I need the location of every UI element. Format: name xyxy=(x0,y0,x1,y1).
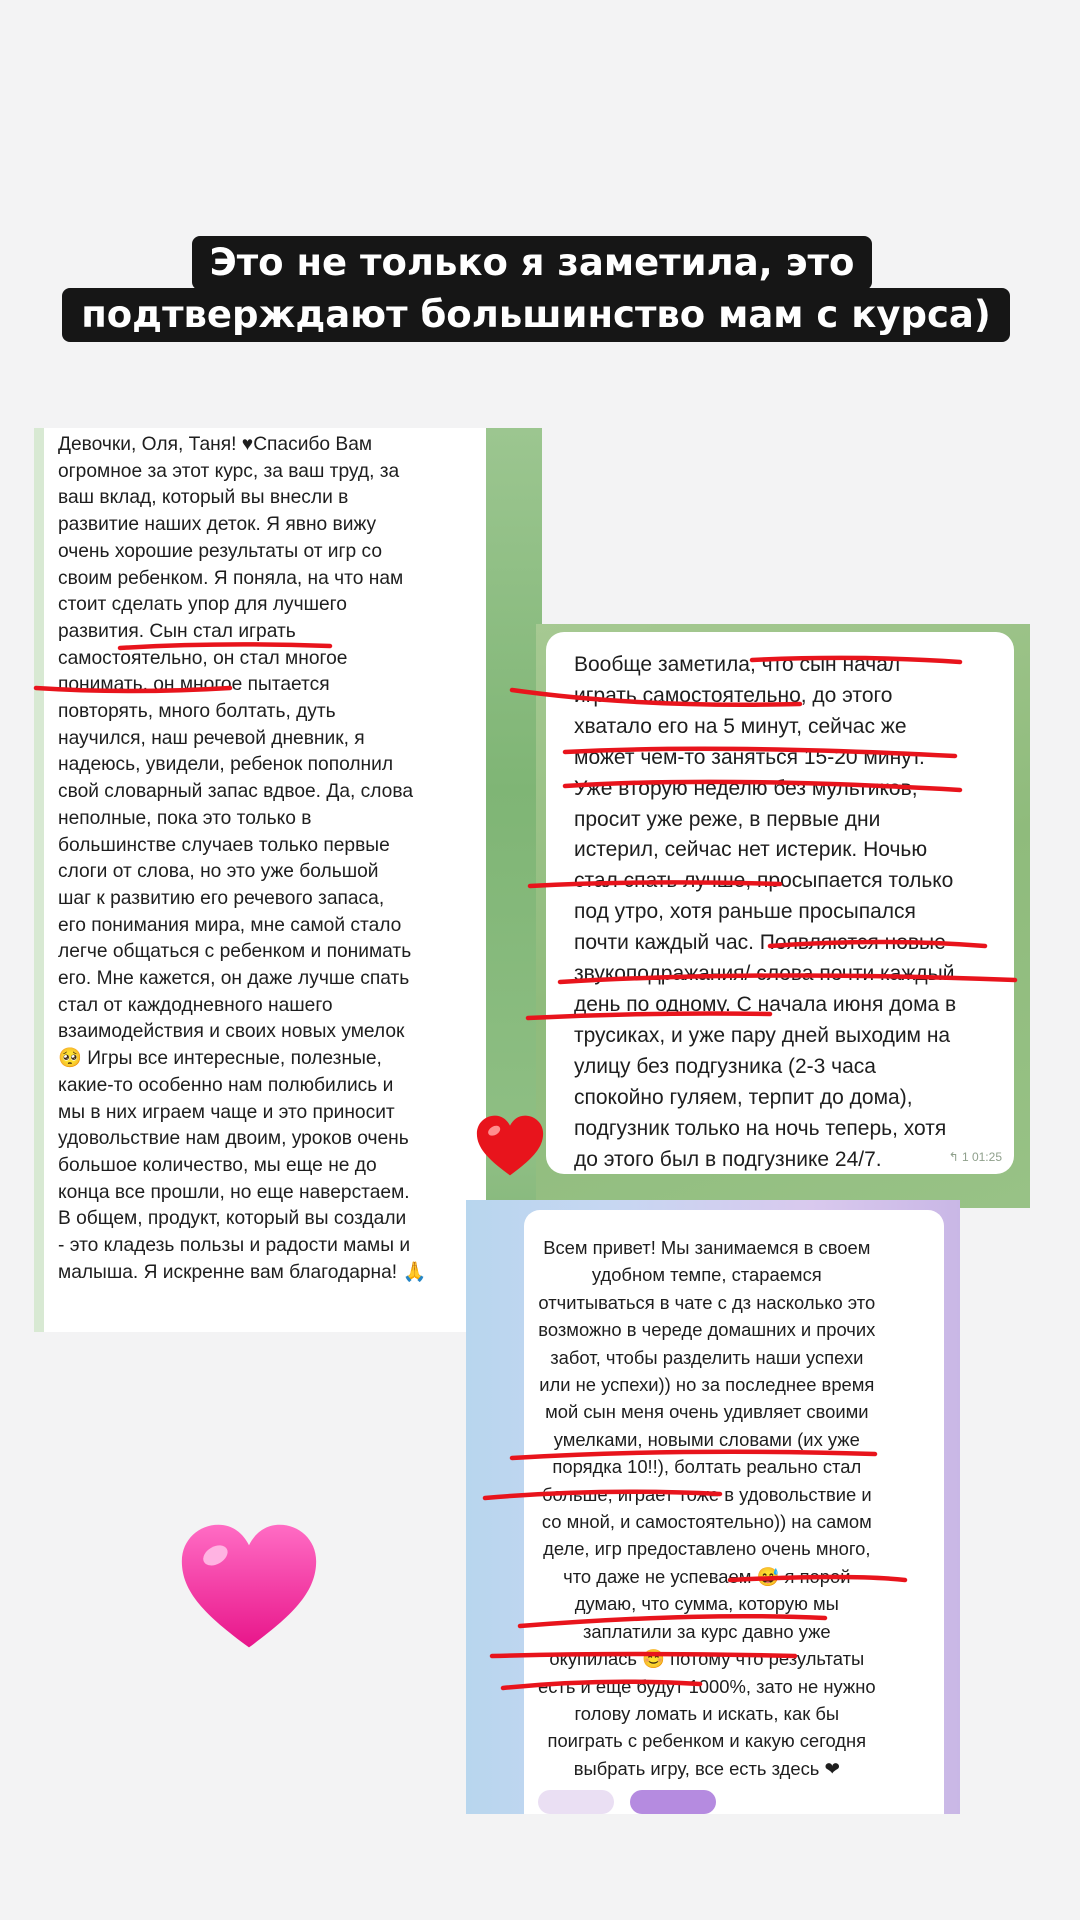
pink-heart-emoji xyxy=(176,1516,322,1662)
review-screenshot-2 xyxy=(536,624,1030,1208)
red-heart-emoji xyxy=(474,1112,546,1184)
reaction-fire xyxy=(630,1790,716,1814)
review-screenshot-3 xyxy=(466,1200,960,1814)
caption-line-1: Это не только я заметила, это xyxy=(192,236,872,290)
reaction-heart xyxy=(538,1790,614,1814)
message-reactions xyxy=(538,1790,728,1814)
chat-background-strip-left xyxy=(34,428,44,1332)
chat-background-strip xyxy=(486,428,542,1332)
caption-line-2: подтверждают большинство мам с курса) xyxy=(62,288,1010,342)
review-2-text: Вообще заметила, что сын начал играть самостоятельно, до этого хватало его на 5 минут, сейчас же может чем-то заняться 15-20 минут. Уже вторую неделю без мультиков, просит уже реже, в первые дни истерил, сейчас нет истерик. Ночью стал спать лучше, просыпается только под утро, хотя раньше просыпался почти каждый час. Появляются новые звукоподражания/ слова почти каждый день по одному. С начала июня дома в трусиках, и уже пару дней выходим на улицу без подгузника (2-3 часа спокойно гуляем, терпит до дома), подгузник только на ночь теперь, хотя до этого был в подгузнике 24/7. xyxy=(574,653,957,1171)
review-1-text: Девочки, Оля, Таня! ♥Спасибо Вам огромное за этот курс, за ваш труд, за ваш вклад, который вы внесли в развитие наших деток. Я явно вижу очень хорошие результаты от игр со своим ребенком. Я поняла, на что нам стоит сделать упор для лучшего развития. Сын стал играть самостоятельно, он стал многое понимать, он многое пытается повторять, много болтать, дуть научился, наш речевой дневник, я надеюсь, увидели, ребенок пополнил свой словарный запас вдвое. Да, слова неполные, пока это только в большинстве случаев только первые слоги от слова, но это уже большой шаг к развитию его речевого запаса, его понимания мира, мне самой стало легче общаться с ребенком и понимать его. Мне кажется, он даже лучше спать стал от каждодневного нашего взаимодействия и своих новых умелок 🥺 Игры все интересные, полезные, какие-то особенно нам полюбились и мы в них играем чаще и это приносит удовольствие нам двоим, уроков очень большое количество, мы еще не до конца все прошли, но еще наверстаем. В общем, продукт, который вы создали - это кладезь пользы и радости мамы и малыша. Я искренне вам благодарна! 🙏 xyxy=(58,434,427,1283)
review-screenshot-1 xyxy=(34,428,542,1332)
message-bubble xyxy=(546,632,1014,1174)
review-3-text: Всем привет! Мы занимаемся в своем удобном темпе, стараемся отчитываться в чате с дз насколько это возможно в череде домашних и прочих забот, чтобы разделить наши успехи или не успехи)) но за последнее время мой сын меня очень удивляет своими умелками, новыми словами (их уже порядка 10!!), болтать реально стал больше, играет тоже в удовольствие и со мной, и самостоятельно)) на самом деле, игр предоставлено очень много, что даже не успеваем 😅 я порой думаю, что сумма, которую мы заплатили за курс давно уже окупилась 😊 потому что результаты есть и еще будут 1000%, зато не нужно голову ломать и искать, как бы поиграть с ребенком и какую сегодня выбрать игру, все есть здесь ❤ xyxy=(538,1237,876,1779)
message-time: ↰ 1 01:25 xyxy=(948,1150,1002,1164)
